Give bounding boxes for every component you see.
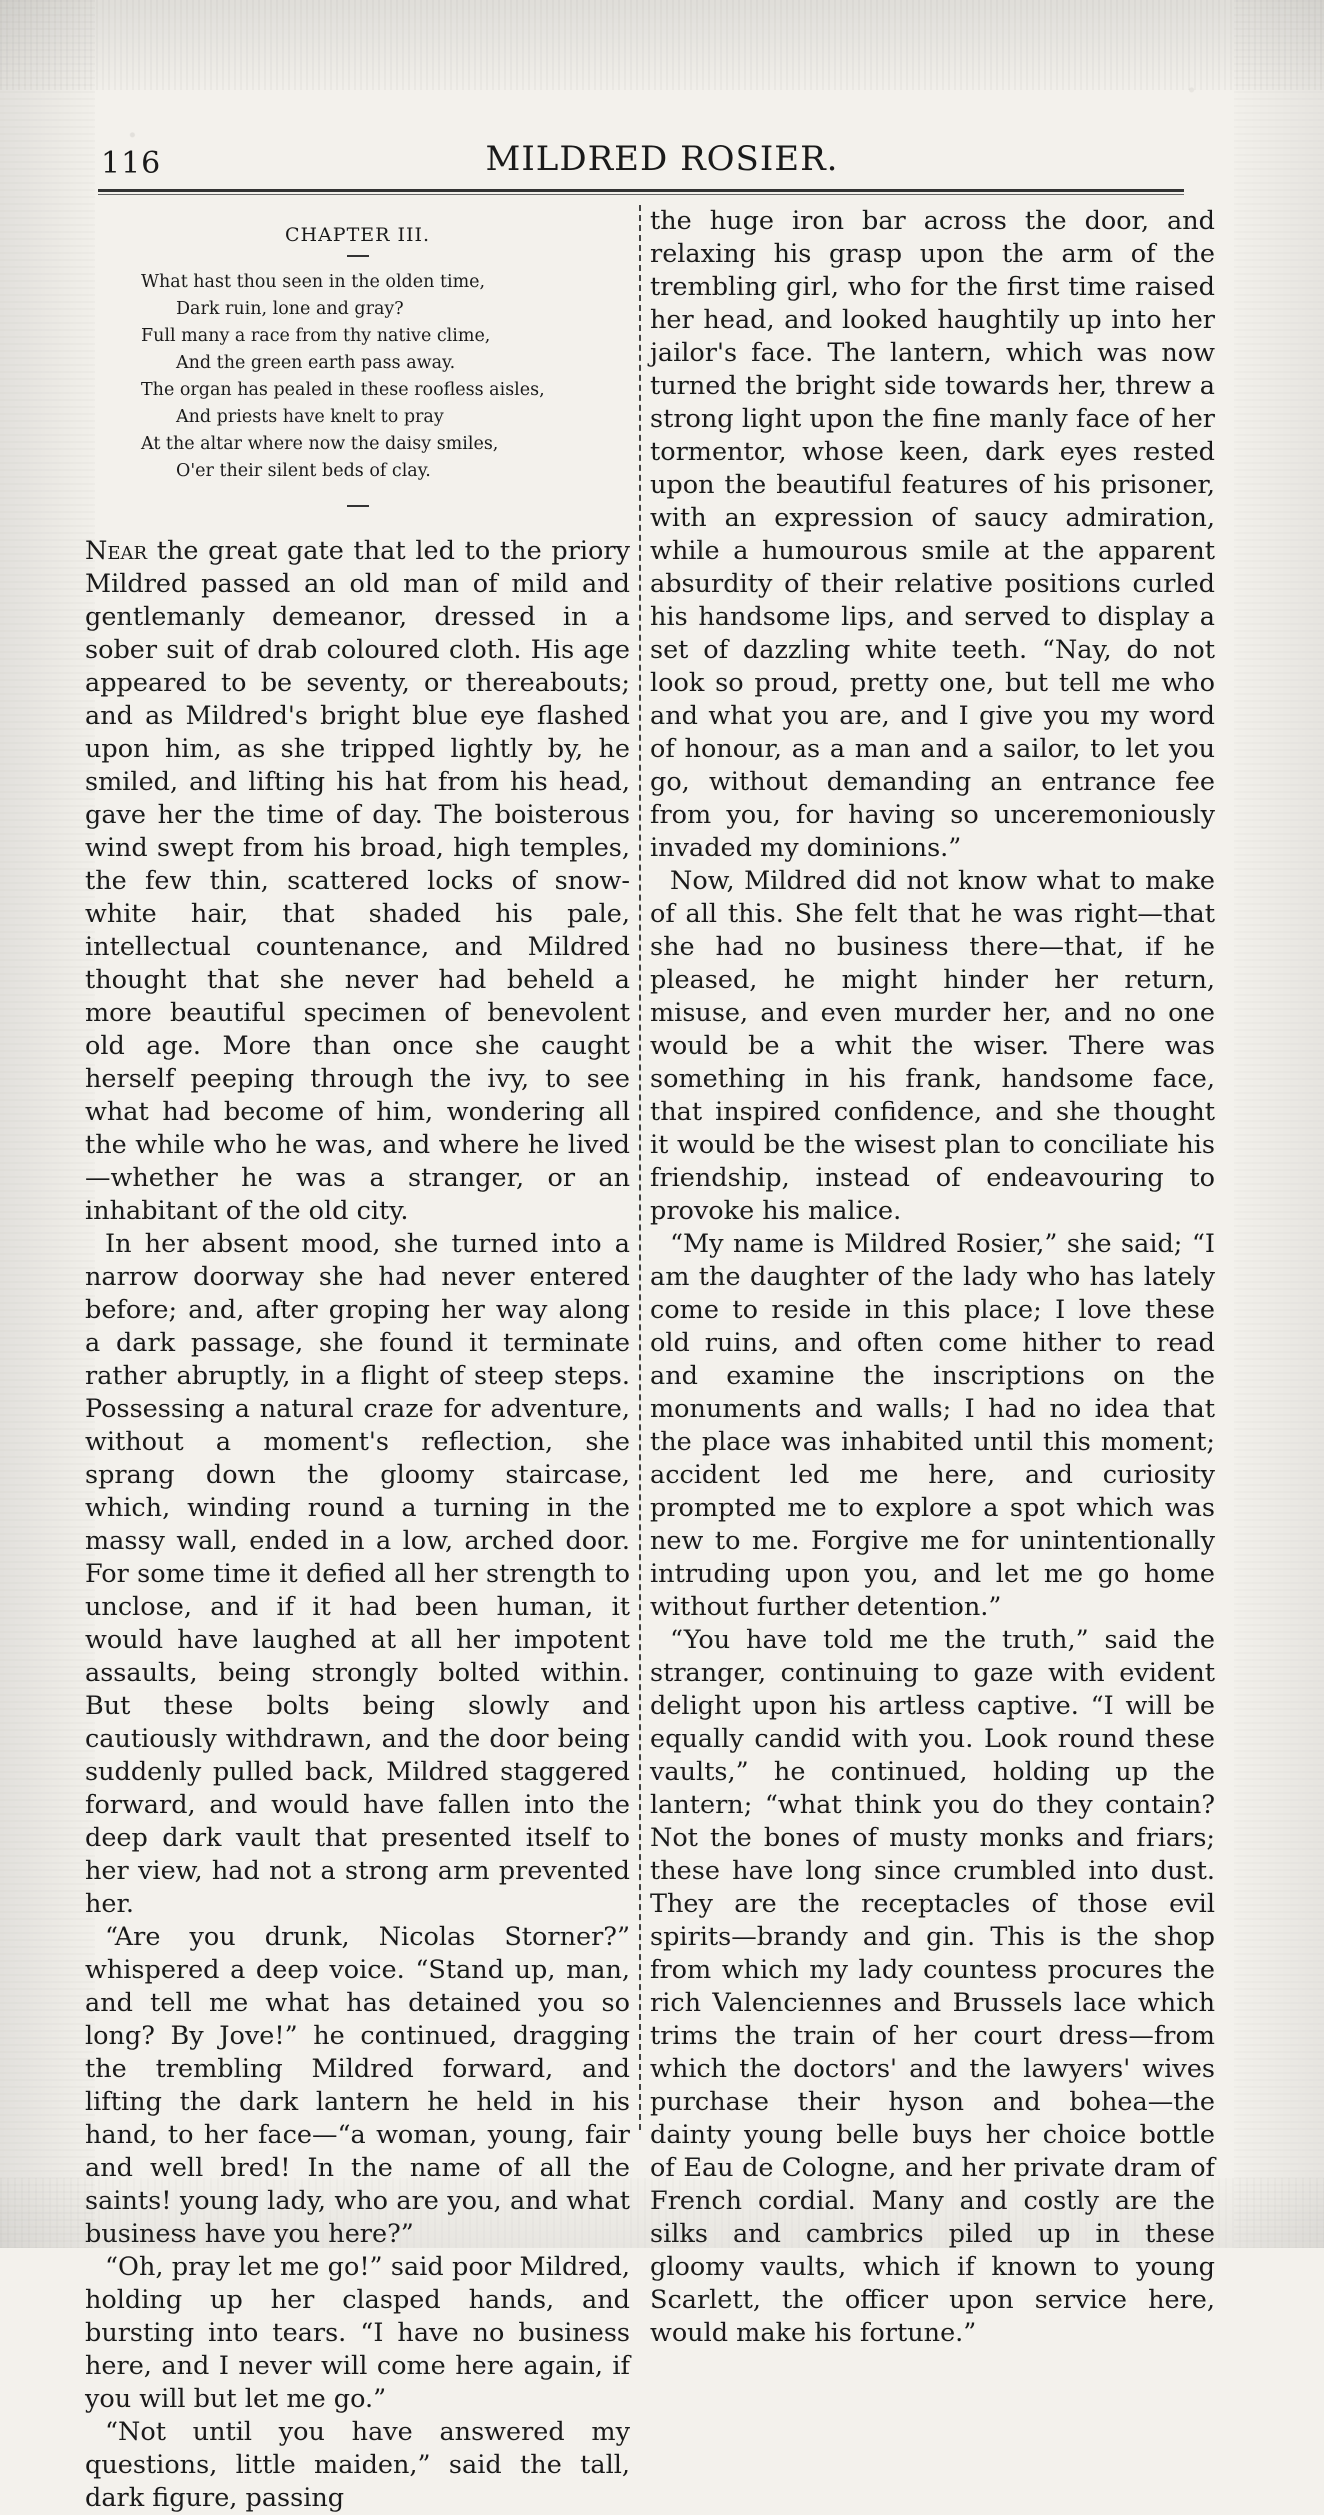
paragraph: In her absent mood, she turned into a narrow doorway she had never entered before; and, after groping her way along a dark passage, she found it terminate rather abruptly, in a flight of steep steps. Possessing a natural craze for adventure, without a moment's reflection, she sprang down the gloomy staircase, which, winding round a turning in the massy wall, ended in a low, arched door. For some time it defied all her strength to unclose, and if it had been human, it would have laughed at all her impotent assaults, being strongly bolted within. But these bolts being slowly and cautiously withdrawn, and the door being suddenly pulled back, Mildred staggered forward, and would have fallen into the deep dark vault that presented itself to her view, had not a strong arm prevented her.: [85, 1229, 630, 1919]
column-divider: [639, 205, 641, 2130]
scan-noise-left: [0, 0, 95, 2248]
page-number: 116: [101, 146, 162, 181]
paragraph: “You have told me the truth,” said the stranger, continuing to gaze with evident delight upon his artless captive. “I will be equally candid with you. Look round these vaults,” he continued, holding up the lantern; “what think you do they contain? Not the bones of musty monks and friars; these have long since crumbled into dust. They are the receptacles of those evil spirits—brandy and gin. This is the shop from which my lady countess procures the rich Valenciennes and Brussels lace which trims the train of her court dress—from which the doctors' and the lawyers' wives purchase their hyson and bohea—the dainty young belle buys her choice bottle of Eau de Cologne, and her private dram of French cordial. Many and costly are the silks and cambrics piled up in these gloomy vaults, which if known to young Scarlett, the officer upon service here, would make his fortune.”: [650, 1625, 1215, 2348]
scan-noise-top: [0, 0, 1324, 90]
paragraph: “Are you drunk, Nicolas Storner?” whispered a deep voice. “Stand up, man, and tell me what has detained you so long? By Jove!” he continued, dragging the trembling Mildred forward, and lifting the dark lantern he held in his hand, to her face—“a woman, young, fair and well bred! In the name of all the saints! young lady, who are you, and what business have you here?”: [85, 1922, 630, 2249]
section-dash: [347, 505, 369, 507]
poem-line: What hast thou seen in the olden time,: [141, 272, 486, 292]
paragraph-lead-word: Near: [85, 536, 148, 566]
poem-line: And priests have knelt to pray: [176, 407, 444, 427]
poem-line: And the green earth pass away.: [176, 353, 456, 373]
paragraph: “Oh, pray let me go!” said poor Mildred, holding up her clasped hands, and bursting into tears. “I have no business here, and I never will come here again, if you will but let me go.”: [85, 2252, 630, 2414]
running-head-title: MILDRED ROSIER.: [485, 139, 839, 179]
scan-noise-right: [1234, 0, 1324, 2248]
left-column: [85, 205, 630, 2513]
poem-line: O'er their silent beds of clay.: [176, 461, 431, 481]
header-rule-secondary: [98, 194, 1184, 195]
poem-line: At the altar where now the daisy smiles,: [141, 434, 499, 454]
poem-line: Full many a race from thy native clime,: [141, 326, 491, 346]
paragraph: “My name is Mildred Rosier,” she said; “I am the daughter of the lady who has lately come to reside in this place; I love these old ruins, and often come hither to read and examine the inscriptions on the monuments and walls; I had no idea that the place was inhabited until this moment; accident led me here, and curiosity prompted me to explore a spot which was new to me. Forgive me for unintentionally intruding upon you, and let me go home without further detention.”: [650, 1229, 1215, 1622]
paragraph: Now, Mildred did not know what to make of all this. She felt that he was right—that she had no business there—that, if he pleased, he might hinder her return, misuse, and even murder her, and no one would be a whit the wiser. There was something in his frank, handsome face, that inspired confidence, and she thought it would be the wisest plan to conciliate his friendship, instead of endeavouring to provoke his malice.: [650, 866, 1215, 1226]
epigraph-poem: [85, 269, 630, 485]
poem-line: Dark ruin, lone and gray?: [176, 299, 404, 319]
chapter-title: CHAPTER III.: [284, 224, 431, 246]
poem-line: The organ has pealed in these roofless aisles,: [141, 380, 545, 400]
right-column: [650, 205, 1215, 2348]
paragraph: [85, 535, 630, 1228]
chapter-dash: [347, 255, 369, 257]
paragraph: “Not until you have answered my questions, little maiden,” said the tall, dark figure, passing: [85, 2417, 630, 2513]
paragraph-text: the great gate that led to the priory Mildred passed an old man of mild and gentlemanly demeanor, dressed in a sober suit of drab coloured cloth. His age appeared to be seventy, or thereabouts; and as Mildred's bright blue eye flashed upon him, as she tripped lightly by, he smiled, and lifting his hat from his head, gave her the time of day. The boisterous wind swept from his broad, high temples, the few thin, scattered locks of snow-white hair, that shaded his pale, intellectual countenance, and Mildred thought that she never had beheld a more beautiful specimen of benevolent old age. More than once she caught herself peeping through the ivy, to see what had become of him, wondering all the while who he was, and where he lived—whether he was a stranger, or an inhabitant of the old city.: [85, 536, 630, 1226]
header-rule: [98, 189, 1184, 192]
paragraph: the huge iron bar across the door, and relaxing his grasp upon the arm of the trembling girl, who for the first time raised her head, and looked haughtily up into her jailor's face. The lantern, which was now turned the bright side towards her, threw a strong light upon the fine manly face of her tormentor, whose keen, dark eyes rested upon the beautiful features of his prisoner, with an expression of saucy admiration, while a humourous smile at the apparent absurdity of their relative positions curled his handsome lips, and served to display a set of dazzling white teeth. “Nay, do not look so proud, pretty one, but tell me who and what you are, and I give you my word of honour, as a man and a sailor, to let you go, without demanding an entrance fee from you, for having so unceremoniously invaded my dominions.”: [650, 206, 1215, 863]
